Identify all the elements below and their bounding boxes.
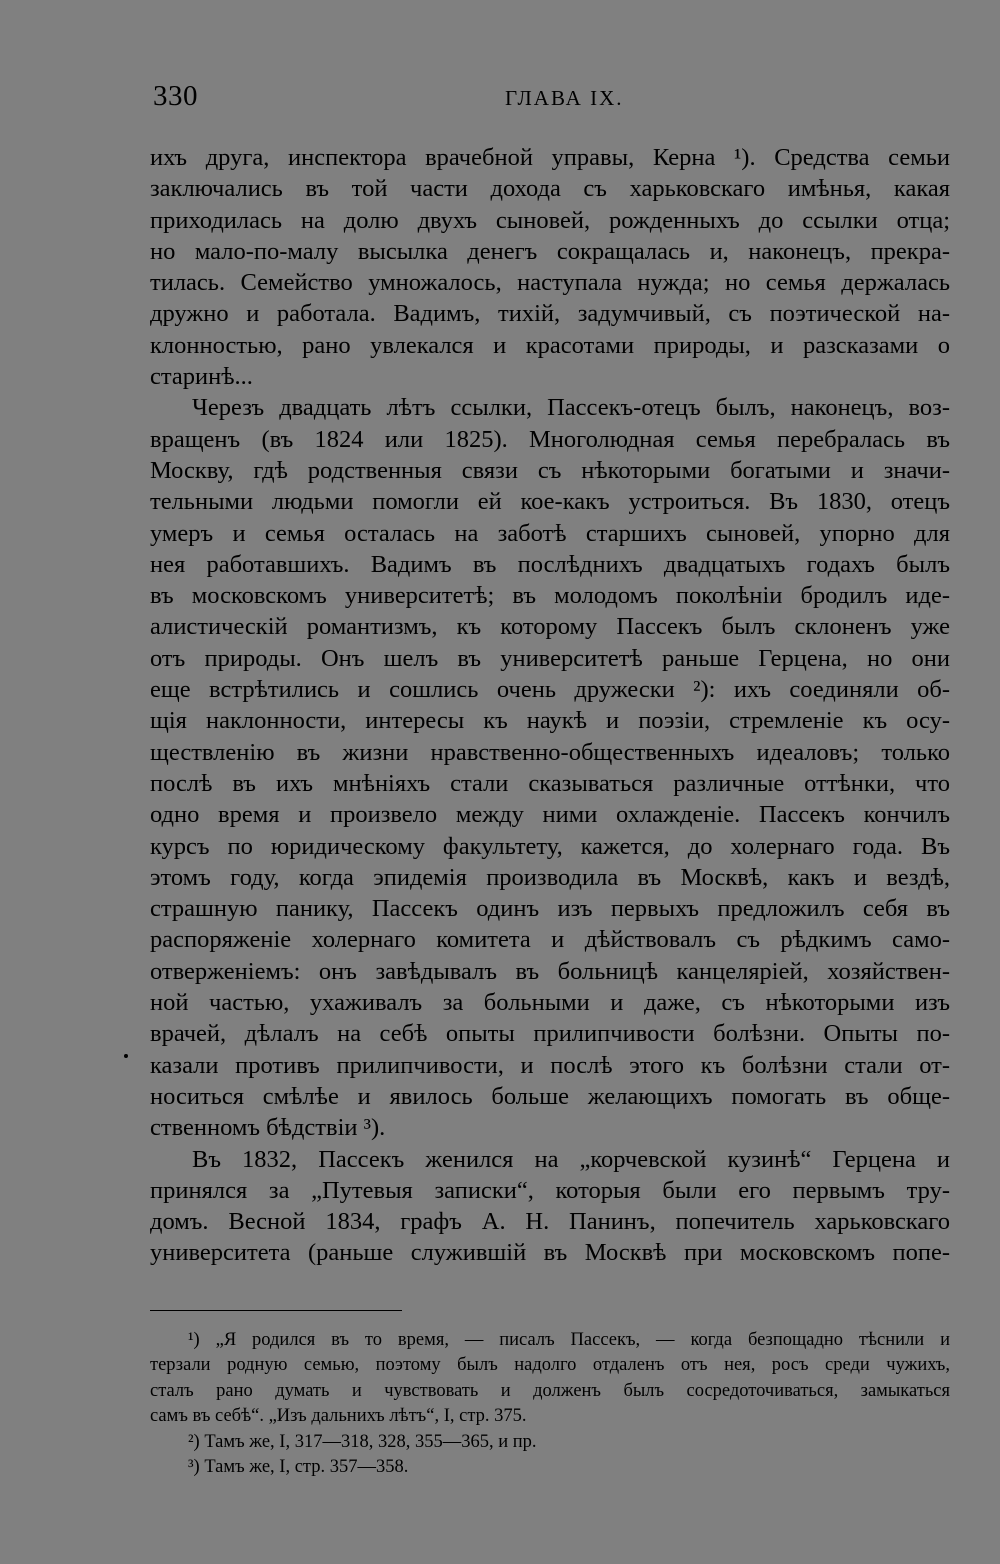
text-line: врачей, дѣлалъ на себѣ опыты прилипчивости болѣзни. Опыты по- bbox=[150, 1020, 950, 1048]
text-line: ихъ друга, инспектора врачебной управы, Керна ¹). Средства семьи bbox=[150, 144, 950, 171]
text-line: приходилась на долю двухъ сыновей, рожденныхъ до ссылки отца; bbox=[150, 206, 950, 234]
text-line: ществленію въ жизни нравственно-общественныхъ идеаловъ; только bbox=[150, 738, 950, 766]
text-line: старинѣ... bbox=[150, 363, 253, 391]
text-line: умеръ и семья осталась на заботѣ старшихъ сыновей, упорно для bbox=[150, 519, 950, 547]
page-header bbox=[150, 80, 950, 110]
text-line: нея работавшихъ. Вадимъ въ послѣднихъ двадцатыхъ годахъ былъ bbox=[150, 550, 950, 578]
text-line: университета (раньше служившій въ Москвѣ при московскомъ попе- bbox=[150, 1239, 950, 1267]
text-line: отъ природы. Онъ шелъ въ университетѣ раньше Герцена, но они bbox=[150, 644, 950, 672]
footnote-line: терзали родную семью, поэтому былъ надолго отдаленъ отъ нея, росъ среди чужихъ, bbox=[150, 1355, 950, 1376]
text-line: въ московскомъ университетѣ; въ молодомъ поколѣніи бродилъ иде- bbox=[150, 582, 950, 610]
text-line: казали противъ прилипчивости, и послѣ этого къ болѣзни стали от- bbox=[150, 1051, 950, 1079]
footnote-1 bbox=[150, 1328, 950, 1430]
text-line: вращенъ (въ 1824 или 1825). Многолюдная семья перебралась въ bbox=[150, 425, 950, 453]
page-number: 330 bbox=[153, 80, 198, 112]
text-line: Черезъ двадцать лѣтъ ссылки, Пассекъ-отецъ былъ, наконецъ, воз- bbox=[192, 394, 950, 422]
footnote-line: самъ въ себѣ“. „Изъ дальнихъ лѣтъ“, I, стр. 375. bbox=[150, 1406, 527, 1427]
text-line: тилась. Семейство умножалось, наступала нужда; но семья держалась bbox=[150, 269, 950, 297]
text-line: клонностью, рано увлекался и красотами природы, и разсказами о bbox=[150, 331, 950, 359]
text-line: щія наклонности, интересы къ наукѣ и поэзіи, стремленіе къ осу- bbox=[150, 707, 950, 735]
text-line: домъ. Весной 1834, графъ А. Н. Панинъ, попечитель харьковскаго bbox=[150, 1208, 950, 1236]
text-line: дружно и работала. Вадимъ, тихій, задумчивый, съ поэтической на- bbox=[150, 300, 950, 328]
text-line: страшную панику, Пассекъ одинъ изъ первыхъ предложилъ себя въ bbox=[150, 895, 950, 923]
text-line: но мало-по-малу высылка денегъ сокращалась и, наконецъ, прекра- bbox=[150, 237, 950, 265]
footnote-2 bbox=[150, 1430, 950, 1455]
text-line: курсъ по юридическому факультету, кажется, до холернаго года. Въ bbox=[150, 832, 950, 860]
text-line: тельными людьми помогли ей кое-какъ устроиться. Въ 1830, отецъ bbox=[150, 488, 950, 516]
text-line: послѣ въ ихъ мнѣніяхъ стали сказываться различные оттѣнки, что bbox=[150, 769, 950, 797]
footnote-line: ¹) „Я родился въ то время, — писалъ Пассекъ, — когда безпощадно тѣснили и bbox=[188, 1330, 950, 1350]
footnote-divider bbox=[150, 1310, 402, 1311]
text-line: принялся за „Путевыя записки“, которыя были его первымъ тру- bbox=[150, 1176, 950, 1204]
text-line: Въ 1832, Пассекъ женился на „корчевской кузинѣ“ Герцена и bbox=[192, 1145, 950, 1173]
paragraph-1 bbox=[150, 142, 950, 392]
text-line: распоряженіе холернаго комитета и дѣйствовалъ съ рѣдкимъ само- bbox=[150, 926, 950, 954]
text-line: ственномъ бѣдствіи ³). bbox=[150, 1114, 386, 1142]
paragraph-3 bbox=[150, 1144, 950, 1269]
running-head: ГЛАВА IX. bbox=[505, 86, 624, 110]
text-line: этомъ году, когда эпидемія производила въ Москвѣ, какъ и вездѣ, bbox=[150, 863, 950, 891]
paragraph-2 bbox=[150, 392, 950, 1143]
text-line: заключались въ той части дохода съ харьковскаго имѣнья, какая bbox=[150, 175, 950, 203]
footnote-line: ³) Тамъ же, I, стр. 357—358. bbox=[188, 1456, 409, 1477]
footnote-line: ²) Тамъ же, I, 317—318, 328, 355—365, и пр. bbox=[188, 1431, 537, 1452]
text-line: носиться смѣлѣе и явилось больше желающихъ помогать въ обще- bbox=[150, 1082, 950, 1110]
margin-mark bbox=[124, 1054, 128, 1058]
text-line: алистическій романтизмъ, къ которому Пассекъ былъ склоненъ уже bbox=[150, 613, 950, 641]
text-line: одно время и произвело между ними охлажденіе. Пассекъ кончилъ bbox=[150, 801, 950, 829]
text-line: ной частью, ухаживалъ за больными и даже, съ нѣкоторыми изъ bbox=[150, 989, 950, 1017]
text-line: еще встрѣтились и сошлись очень дружески ²): ихъ соединяли об- bbox=[150, 676, 950, 704]
body-text bbox=[150, 142, 950, 1269]
footnote-3 bbox=[150, 1455, 950, 1480]
text-line: отверженіемъ: онъ завѣдывалъ въ больницѣ канцеляріей, хозяйствен- bbox=[150, 957, 950, 985]
footnote-line: сталъ рано думать и чувствовать и долженъ былъ сосредоточиваться, замыкаться bbox=[150, 1380, 950, 1401]
footnotes bbox=[150, 1328, 950, 1480]
text-line: Москву, гдѣ родственныя связи съ нѣкоторыми богатыми и значи- bbox=[150, 456, 950, 484]
